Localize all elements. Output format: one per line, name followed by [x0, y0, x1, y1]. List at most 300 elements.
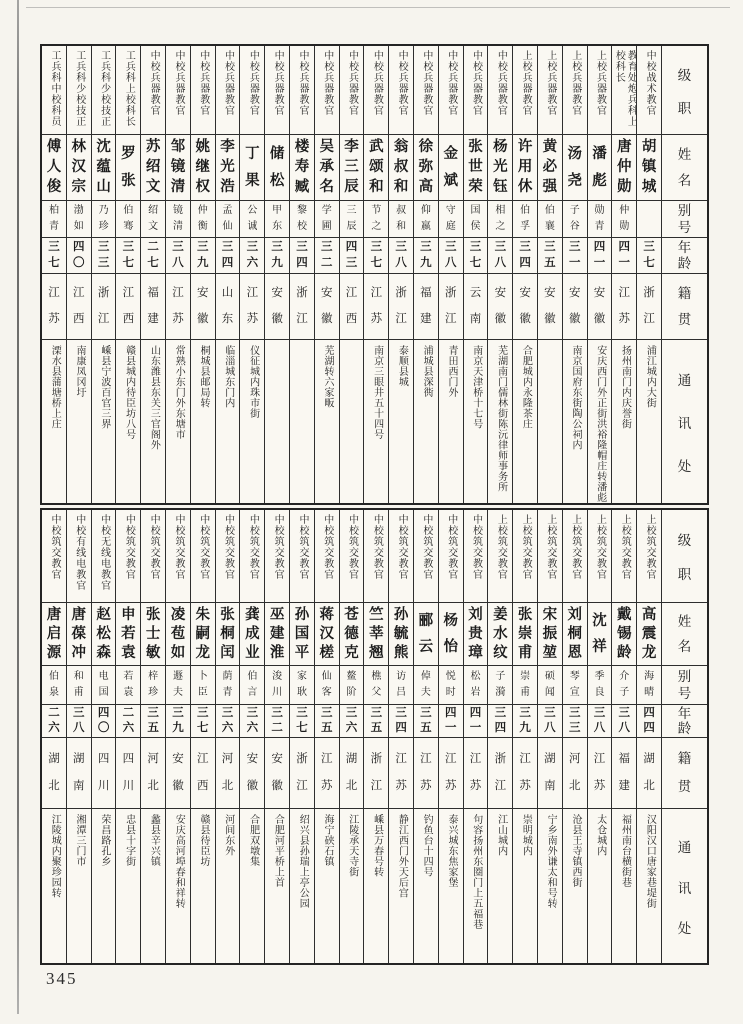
rank-text: 中校兵器教官 [296, 50, 308, 116]
age-cell [439, 705, 463, 738]
name-cell [216, 135, 240, 201]
address-text: 安庆高河埠春和祥转 [173, 814, 185, 909]
address-row-header [662, 809, 707, 963]
rank-text: 教育处炮兵科上校科长 [613, 50, 637, 127]
age-text: 四 〇 [73, 241, 85, 269]
scan-gutter-line [17, 0, 19, 1014]
rank-row-header-label: 级 职 [677, 533, 692, 583]
alias-text: 乃 珍 [98, 205, 109, 232]
alias-cell [563, 201, 587, 238]
rank-cell [42, 46, 66, 135]
name-cell [216, 603, 240, 666]
origin-cell [240, 274, 264, 340]
name-text: 刘 贵 璋 [468, 606, 483, 661]
age-cell [265, 705, 289, 738]
rank-text: 中校筑交教官 [148, 514, 160, 580]
name-cell [265, 603, 289, 666]
rank-cell [141, 510, 165, 603]
origin-cell [488, 274, 512, 340]
alias-cell [389, 201, 413, 238]
origin-text: 浙 江 [370, 752, 383, 792]
origin-cell [612, 738, 636, 809]
origin-cell [141, 738, 165, 809]
person-column [91, 510, 116, 963]
address-cell [216, 340, 240, 503]
name-text: 沈 蕴 山 [96, 139, 111, 196]
name-text: 龚 成 业 [245, 606, 260, 661]
rank-cell [92, 510, 116, 603]
address-cell [588, 809, 612, 963]
name-text: 楼 寿 臧 [294, 139, 310, 196]
age-text: 三 四 [494, 707, 507, 734]
name-text: 孙 国 平 [294, 606, 310, 661]
alias-text: 仲 衡 [197, 205, 208, 232]
age-text: 四 一 [593, 241, 606, 269]
age-cell [116, 238, 140, 274]
rank-cell [290, 46, 314, 135]
address-text: 河间东外 [222, 814, 234, 856]
alias-cell [513, 201, 537, 238]
origin-cell [389, 738, 413, 809]
origin-cell [92, 274, 116, 340]
rank-cell [464, 46, 488, 135]
address-cell [414, 340, 438, 503]
name-text: 沈 祥 [592, 613, 607, 655]
address-cell [42, 809, 66, 963]
origin-text: 江 西 [197, 752, 209, 792]
name-cell [464, 135, 488, 201]
address-text: 蠡县辛兴镇 [148, 814, 160, 867]
alias-cell [42, 666, 66, 705]
address-text: 常熟小东门外东塘市 [173, 345, 185, 440]
age-text: 三 四 [395, 707, 407, 734]
name-text: 张 桐 闰 [220, 606, 235, 661]
alias-cell [141, 201, 165, 238]
origin-cell [389, 274, 413, 340]
address-text: 南京三眼井五十四号 [371, 345, 383, 440]
origin-text: 江 苏 [469, 752, 482, 792]
rank-text: 中校兵器教官 [272, 50, 284, 116]
origin-text: 江 苏 [246, 287, 259, 325]
age-text: 二 六 [122, 707, 135, 734]
address-cell [563, 809, 587, 963]
name-text: 胡 镇 城 [641, 139, 657, 196]
name-text: 傅 人 俊 [46, 139, 62, 196]
address-text: 忠县十字街 [123, 814, 135, 867]
alias-text: 松 岩 [470, 671, 481, 698]
alias-cell [414, 201, 438, 238]
origin-text: 山 东 [221, 287, 234, 325]
name-text: 杨 光 钰 [493, 139, 508, 196]
origin-row-header [662, 738, 707, 809]
rank-cell [513, 46, 537, 135]
alias-text: 访 吕 [396, 671, 407, 698]
address-cell [563, 340, 587, 503]
person-column [42, 46, 66, 503]
origin-cell [340, 738, 364, 809]
origin-cell [116, 274, 140, 340]
origin-cell [563, 738, 587, 809]
address-cell [315, 340, 339, 503]
origin-text: 浙 江 [97, 287, 110, 325]
age-text: 三 八 [73, 707, 85, 734]
age-cell [290, 238, 314, 274]
rank-text: 上校兵器教官 [544, 50, 556, 116]
person-column [512, 510, 537, 963]
alias-cell [166, 666, 190, 705]
rank-text: 中校兵器教官 [321, 50, 333, 116]
rank-cell [439, 46, 463, 135]
alias-cell [216, 201, 240, 238]
age-row-header-label: 年 龄 [677, 705, 692, 736]
name-text: 朱 嗣 龙 [195, 606, 210, 661]
alias-text: 黎 校 [296, 205, 307, 232]
name-cell [92, 603, 116, 666]
alias-text: 梓 珍 [148, 671, 159, 698]
alias-cell [439, 201, 463, 238]
alias-text: 绍 文 [148, 205, 159, 232]
alias-text: 伯 骞 [123, 205, 134, 232]
rank-text: 工兵科上校科长 [123, 50, 135, 127]
person-column [215, 46, 240, 503]
alias-cell [290, 666, 314, 705]
name-cell [191, 603, 215, 666]
name-cell [265, 135, 289, 201]
address-text: 赣县城内待臣坊八号 [123, 345, 135, 440]
rank-text: 上校筑交教官 [619, 514, 631, 580]
rank-cell [290, 510, 314, 603]
name-text: 唐 启 源 [46, 606, 62, 661]
age-text: 三 五 [544, 241, 556, 269]
address-cell [191, 809, 215, 963]
alias-text: 介 子 [619, 671, 630, 698]
origin-cell [216, 738, 240, 809]
alias-cell [141, 666, 165, 705]
person-column [165, 46, 190, 503]
alias-cell [488, 201, 512, 238]
address-text: 崇明城内 [520, 814, 532, 856]
alias-text: 渤 如 [73, 205, 84, 232]
name-cell [141, 135, 165, 201]
address-text: 仪征城内珠市街 [247, 345, 259, 419]
address-cell [42, 340, 66, 503]
alias-cell [538, 666, 562, 705]
age-cell [315, 705, 339, 738]
age-text: 三 六 [345, 707, 358, 734]
name-text: 唐 仲 勋 [617, 139, 632, 196]
age-text: 三 六 [221, 707, 234, 734]
person-column [289, 46, 314, 503]
name-cell [315, 135, 339, 201]
name-text: 潘 彪 [592, 146, 607, 189]
address-cell [464, 809, 488, 963]
origin-cell [588, 738, 612, 809]
name-cell [488, 603, 512, 666]
rank-text: 中校兵器教官 [396, 50, 408, 116]
rank-text: 中校筑交教官 [396, 514, 408, 580]
name-text: 申 若 袁 [121, 606, 136, 661]
person-column [487, 46, 512, 503]
origin-cell [191, 274, 215, 340]
rank-cell [364, 510, 388, 603]
age-row-header [662, 238, 707, 274]
name-cell [414, 603, 438, 666]
address-cell [141, 809, 165, 963]
name-text: 武 颂 和 [369, 139, 384, 196]
alias-row-header-label: 别 号 [677, 203, 692, 235]
name-cell [389, 135, 413, 201]
alias-cell [563, 666, 587, 705]
address-cell [364, 340, 388, 503]
age-text: 三 八 [444, 241, 457, 269]
address-cell [513, 340, 537, 503]
alias-text: 和 甫 [73, 671, 84, 698]
rank-cell [414, 46, 438, 135]
name-cell [488, 135, 512, 201]
age-cell [42, 238, 66, 274]
rank-cell [637, 46, 661, 135]
address-cell [92, 340, 116, 503]
rank-cell [240, 46, 264, 135]
rank-row-header-label: 级 职 [677, 68, 692, 116]
rank-text: 中校筑交教官 [346, 514, 358, 580]
rank-text: 中校筑交教官 [123, 514, 135, 580]
alias-cell [538, 201, 562, 238]
person-column [264, 46, 289, 503]
name-cell [166, 135, 190, 201]
age-cell [340, 238, 364, 274]
age-row-header-label: 年 龄 [677, 239, 692, 271]
name-cell [612, 603, 636, 666]
alias-text: 琴 宣 [569, 671, 580, 698]
name-cell [364, 603, 388, 666]
name-cell [464, 603, 488, 666]
address-text: 赣县待臣坊 [198, 814, 209, 867]
address-cell [488, 809, 512, 963]
alias-cell [265, 666, 289, 705]
person-column [115, 46, 140, 503]
age-cell [290, 705, 314, 738]
age-text: 三 八 [172, 241, 184, 269]
person-column [438, 46, 463, 503]
rank-text: 中校兵器教官 [247, 50, 259, 116]
alias-cell [265, 201, 289, 238]
rank-cell [315, 46, 339, 135]
rank-text: 上校兵器教官 [569, 50, 581, 116]
address-cell [389, 340, 413, 503]
rank-cell [612, 46, 636, 135]
officer-table-bottom [40, 508, 709, 965]
age-text: 三 五 [420, 707, 432, 734]
origin-text: 湖 北 [643, 752, 655, 792]
address-cell [265, 809, 289, 963]
name-text: 张 崇 甫 [517, 606, 533, 661]
origin-cell [290, 274, 314, 340]
address-text: 芜湖南门儒林街陈沅律师事务所 [495, 345, 507, 492]
person-column [339, 510, 364, 963]
alias-text: 镜 清 [172, 205, 183, 232]
age-cell [389, 705, 413, 738]
row-header-column [661, 46, 707, 503]
origin-text: 江 苏 [593, 752, 606, 792]
age-text: 三 六 [246, 707, 259, 734]
age-cell [464, 238, 488, 274]
age-cell [563, 238, 587, 274]
age-text: 三 八 [544, 707, 556, 734]
address-cell [612, 809, 636, 963]
person-column [636, 46, 661, 503]
alias-cell [340, 666, 364, 705]
address-cell [191, 340, 215, 503]
alias-text: 伯 泉 [48, 671, 59, 698]
origin-cell [637, 738, 661, 809]
address-cell [389, 809, 413, 963]
person-column [115, 510, 140, 963]
age-cell [414, 238, 438, 274]
alias-cell [637, 201, 661, 238]
rank-cell [439, 510, 463, 603]
age-cell [141, 238, 165, 274]
rank-text: 中校筑交教官 [420, 514, 432, 580]
age-cell [166, 705, 190, 738]
name-text: 张 士 敏 [145, 606, 161, 661]
age-cell [67, 238, 91, 274]
origin-text: 浙 江 [395, 287, 407, 325]
address-text: 溧水县蒲塘桥上庄 [49, 345, 61, 429]
name-text: 徐 弥 高 [418, 139, 434, 196]
origin-cell [538, 738, 562, 809]
person-column [314, 46, 339, 503]
alias-cell [240, 201, 264, 238]
address-text: 泰兴城东焦家堡 [445, 814, 457, 888]
origin-text: 湖 北 [48, 752, 60, 792]
origin-text: 江 苏 [320, 752, 333, 792]
age-cell [538, 238, 562, 274]
origin-text: 江 苏 [444, 752, 457, 792]
alias-cell [116, 666, 140, 705]
alias-text: 海 晴 [644, 671, 655, 698]
name-cell [439, 603, 463, 666]
rank-text: 中校无线电教官 [98, 514, 110, 591]
origin-cell [42, 274, 66, 340]
origin-text: 安 徽 [271, 752, 283, 792]
origin-cell [637, 274, 661, 340]
origin-text: 江 西 [73, 287, 85, 325]
age-text: 三 八 [618, 707, 631, 734]
age-cell [563, 705, 587, 738]
alias-text: 卜 臣 [197, 671, 208, 698]
alias-row-header-label: 别 号 [677, 668, 692, 701]
address-cell [141, 340, 165, 503]
origin-text: 四 川 [122, 752, 135, 792]
name-cell [240, 135, 264, 201]
name-cell [42, 135, 66, 201]
rank-text: 中校筑交教官 [222, 514, 234, 580]
rank-cell [116, 510, 140, 603]
age-text: 三 八 [494, 241, 507, 269]
origin-cell [464, 274, 488, 340]
age-text: 三 二 [271, 707, 283, 734]
origin-text: 安 徽 [197, 287, 209, 325]
alias-cell [464, 666, 488, 705]
rank-cell [340, 510, 364, 603]
age-cell [612, 705, 636, 738]
rank-text: 上校筑交教官 [569, 514, 581, 580]
rank-text: 上校兵器教官 [594, 50, 606, 116]
age-cell [488, 238, 512, 274]
age-text: 三 五 [320, 707, 333, 734]
rank-text: 中校兵器教官 [470, 50, 482, 116]
person-column [363, 510, 388, 963]
rank-cell [92, 46, 116, 135]
age-text: 三 九 [271, 241, 283, 269]
origin-text: 安 徽 [593, 287, 606, 325]
origin-text: 江 苏 [618, 287, 631, 325]
rank-cell [141, 46, 165, 135]
address-cell [464, 340, 488, 503]
alias-text: 叔 和 [396, 205, 407, 232]
name-cell [191, 135, 215, 201]
origin-text: 湖 南 [73, 752, 85, 792]
alias-cell [42, 201, 66, 238]
address-cell [116, 809, 140, 963]
alias-cell [92, 201, 116, 238]
address-cell [340, 809, 364, 963]
origin-cell [563, 274, 587, 340]
alias-cell [315, 201, 339, 238]
origin-text: 江 西 [122, 287, 135, 325]
alias-text: 仙 客 [321, 671, 332, 698]
rank-text: 中校有线电教官 [73, 514, 85, 591]
rank-text: 中校筑交教官 [371, 514, 383, 580]
person-column [438, 510, 463, 963]
origin-cell [340, 274, 364, 340]
address-cell [637, 340, 661, 503]
rank-text: 中校兵器教官 [420, 50, 432, 116]
address-cell [166, 809, 190, 963]
age-text: 三 七 [643, 241, 655, 269]
origin-cell [116, 738, 140, 809]
rank-cell [67, 46, 91, 135]
rank-cell [216, 46, 240, 135]
rank-row-header [662, 510, 707, 603]
rank-text: 上校筑交教官 [520, 514, 532, 580]
age-cell [637, 238, 661, 274]
origin-text: 河 北 [221, 752, 234, 792]
person-column [537, 510, 562, 963]
address-text: 南京国府东街陶公祠内 [569, 345, 581, 450]
name-text: 黄 必 强 [542, 139, 558, 196]
address-text: 宁乡南外谦太和号转 [545, 814, 557, 909]
name-cell [340, 135, 364, 201]
origin-cell [191, 738, 215, 809]
alias-cell [389, 666, 413, 705]
alias-text: 国 侯 [470, 205, 481, 232]
name-cell [588, 603, 612, 666]
person-column [413, 510, 438, 963]
age-cell [240, 238, 264, 274]
name-cell [92, 135, 116, 201]
person-column [215, 510, 240, 963]
age-cell [166, 238, 190, 274]
name-row-header-label: 姓 名 [677, 613, 692, 654]
age-cell [439, 238, 463, 274]
name-text: 刘 桐 恩 [567, 606, 582, 661]
age-cell [538, 705, 562, 738]
name-text: 林 汉 宗 [71, 139, 87, 196]
origin-text: 江 苏 [48, 287, 60, 325]
name-text: 苏 绍 文 [145, 139, 161, 196]
